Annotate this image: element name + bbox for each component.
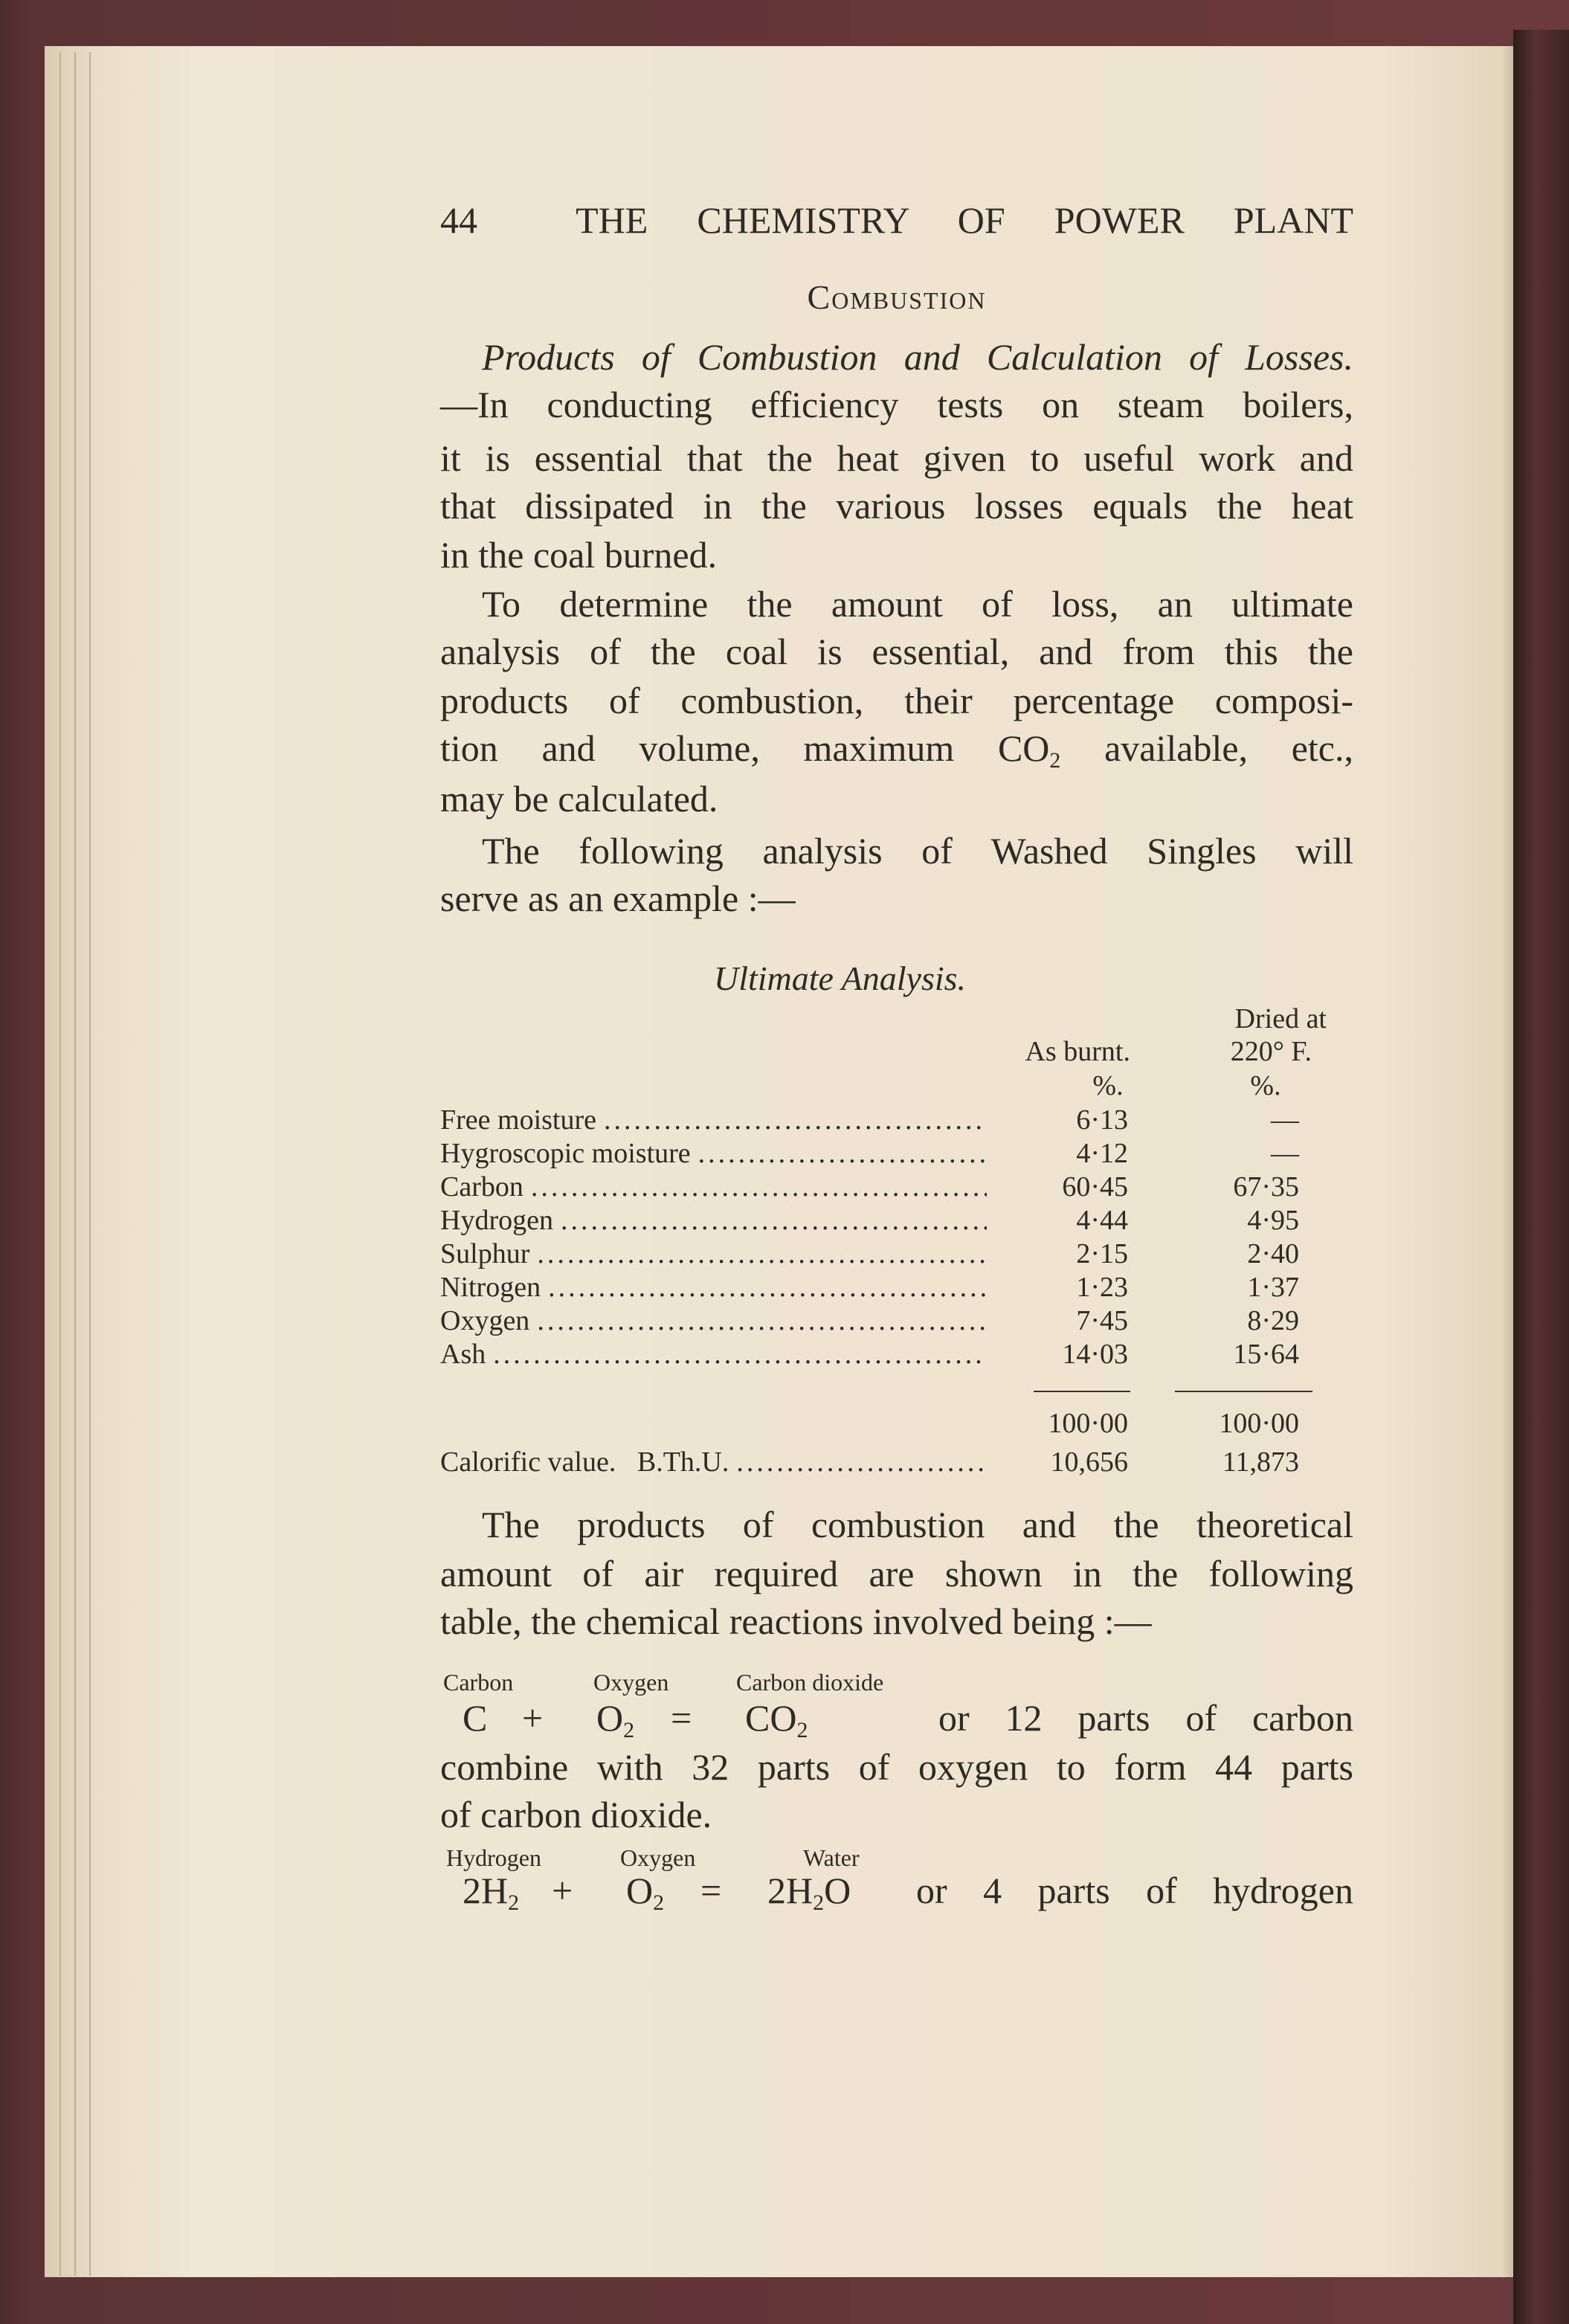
paragraph-line [440, 724, 1353, 772]
as-burnt-value: 4·12 [1076, 1138, 1128, 1169]
subheading: Products of Combustion and Calculation of Losses. [482, 336, 1353, 378]
table-row [440, 1104, 1333, 1137]
equation-text: or 4 parts of hydrogen [916, 1870, 1353, 1911]
table-row [440, 1271, 1333, 1304]
text: available, etc., [1060, 727, 1353, 769]
subscript: 2 [796, 1718, 808, 1742]
row-label: Ash [440, 1339, 486, 1370]
calorific-label: Calorific value. B.Th.U. [440, 1446, 729, 1478]
paragraph-line: of carbon dioxide. [440, 1794, 712, 1835]
as-burnt-value: 7·45 [1076, 1305, 1128, 1336]
subscript: 2 [623, 1718, 635, 1742]
product-label: Carbon dioxide [736, 1669, 884, 1696]
page-edge [74, 52, 76, 2276]
product-label: Water [803, 1844, 860, 1871]
paragraph-line: in the coal burned. [440, 534, 718, 576]
paragraph-line: The products of combustion and the theoretical [482, 1504, 1353, 1545]
paragraph-line: amount of air required are shown in the following [440, 1553, 1353, 1594]
running-header [440, 196, 1353, 244]
page-edge [59, 52, 61, 2276]
as-burnt-value: 2·15 [1076, 1238, 1128, 1269]
operator: + [552, 1870, 573, 1911]
text: tion and volume, maximum CO [440, 727, 1050, 769]
leader-dots [537, 1304, 987, 1338]
dried-value: 8·29 [1247, 1305, 1299, 1336]
calorific-row [440, 1446, 1333, 1479]
page-number: 44 [440, 199, 477, 241]
as-burnt-value: 6·13 [1076, 1104, 1128, 1136]
subscript: 2 [653, 1890, 665, 1915]
col2-header-line2: 220° F. [1230, 1036, 1312, 1067]
table-row [440, 1137, 1333, 1171]
subscript: 2 [508, 1890, 520, 1915]
as-burnt-value: 1·23 [1076, 1272, 1128, 1303]
calorific-dried: 11,873 [1222, 1446, 1299, 1478]
paragraph-line: combine with 32 parts of oxygen to form 44 parts [440, 1746, 1353, 1788]
symbol: CO [745, 1697, 797, 1739]
row-label: Hydrogen [440, 1205, 553, 1236]
dried-value: 15·64 [1233, 1339, 1299, 1370]
reactant-label: Oxygen [593, 1669, 669, 1696]
dried-value: — [1271, 1104, 1299, 1136]
table-row [440, 1304, 1333, 1338]
table-row [440, 1338, 1333, 1371]
col2-unit: %. [1250, 1070, 1281, 1101]
book-spine [1513, 30, 1569, 2324]
total-dried: 100·00 [1219, 1408, 1299, 1439]
paragraph-line: that dissipated in the various losses equals the heat [440, 485, 1353, 527]
dried-value: 4·95 [1247, 1205, 1299, 1236]
paragraph-line: may be calculated. [440, 778, 718, 820]
table-row [440, 1237, 1333, 1271]
leader-dots [698, 1137, 987, 1171]
total-row [440, 1407, 1333, 1441]
operator: = [700, 1870, 722, 1911]
subscript: 2 [1049, 748, 1061, 773]
table-title: Ultimate Analysis. [714, 959, 967, 997]
paragraph-line: it is essential that the heat given to useful work and [440, 437, 1353, 479]
row-label: Carbon [440, 1171, 523, 1203]
leader-dots [548, 1271, 987, 1304]
leader-dots [493, 1338, 987, 1371]
paragraph-line: products of combustion, their percentage composi- [440, 680, 1353, 721]
as-burnt-value: 4·44 [1076, 1205, 1128, 1236]
row-label: Hygroscopic moisture [440, 1138, 691, 1169]
leader-dots [537, 1237, 987, 1271]
operator: = [671, 1697, 692, 1739]
dried-value: — [1271, 1138, 1299, 1169]
leader-dots [561, 1204, 987, 1237]
subscript: 2 [813, 1890, 825, 1915]
table-row [440, 1204, 1333, 1237]
row-label: Nitrogen [440, 1272, 541, 1303]
leader-dots [604, 1104, 987, 1137]
paragraph-line: table, the chemical reactions involved being :— [440, 1600, 1152, 1642]
total-as-burnt: 100·00 [1048, 1408, 1128, 1439]
as-burnt-value: 14·03 [1062, 1339, 1128, 1370]
running-title: THE CHEMISTRY OF POWER PLANT [576, 199, 1353, 241]
row-label: Oxygen [440, 1305, 530, 1336]
col1-unit: %. [1092, 1070, 1124, 1101]
paragraph-line: The following analysis of Washed Singles will [482, 830, 1353, 872]
col1-header: As burnt. [1025, 1036, 1130, 1067]
dried-value: 67·35 [1233, 1171, 1299, 1203]
paragraph-line: —In conducting efficiency tests on steam boilers, [440, 384, 1353, 425]
sum-rule [1175, 1391, 1312, 1392]
reactant-label: Oxygen [620, 1844, 696, 1871]
sum-rule [1034, 1391, 1130, 1392]
leader-dots [736, 1446, 987, 1479]
reactant-label: Hydrogen [446, 1844, 541, 1871]
symbol: O [626, 1870, 654, 1911]
paragraph-line: To determine the amount of loss, an ultimate [482, 583, 1353, 625]
as-burnt-value: 60·45 [1062, 1171, 1128, 1203]
paragraph-line: serve as an example :— [440, 878, 796, 919]
dried-value: 2·40 [1247, 1238, 1299, 1269]
symbol: O [824, 1870, 851, 1911]
calorific-as-burnt: 10,656 [1050, 1446, 1128, 1478]
row-label: Sulphur [440, 1238, 530, 1269]
leader-dots [531, 1171, 987, 1204]
section-title: Combustion [807, 278, 987, 316]
symbol: O [596, 1697, 624, 1739]
paragraph-line: analysis of the coal is essential, and from this the [440, 631, 1353, 672]
col2-header-line1: Dried at [1234, 1003, 1327, 1034]
dried-value: 1·37 [1247, 1272, 1299, 1303]
table-row [440, 1171, 1333, 1204]
operator: + [522, 1697, 544, 1739]
symbol: C [463, 1697, 488, 1739]
symbol: 2H [463, 1870, 509, 1911]
symbol: 2H [767, 1870, 814, 1911]
equation-text: or 12 parts of carbon [938, 1697, 1353, 1739]
page-edge [89, 52, 91, 2276]
reactant-label: Carbon [443, 1669, 514, 1696]
row-label: Free moisture [440, 1104, 597, 1136]
